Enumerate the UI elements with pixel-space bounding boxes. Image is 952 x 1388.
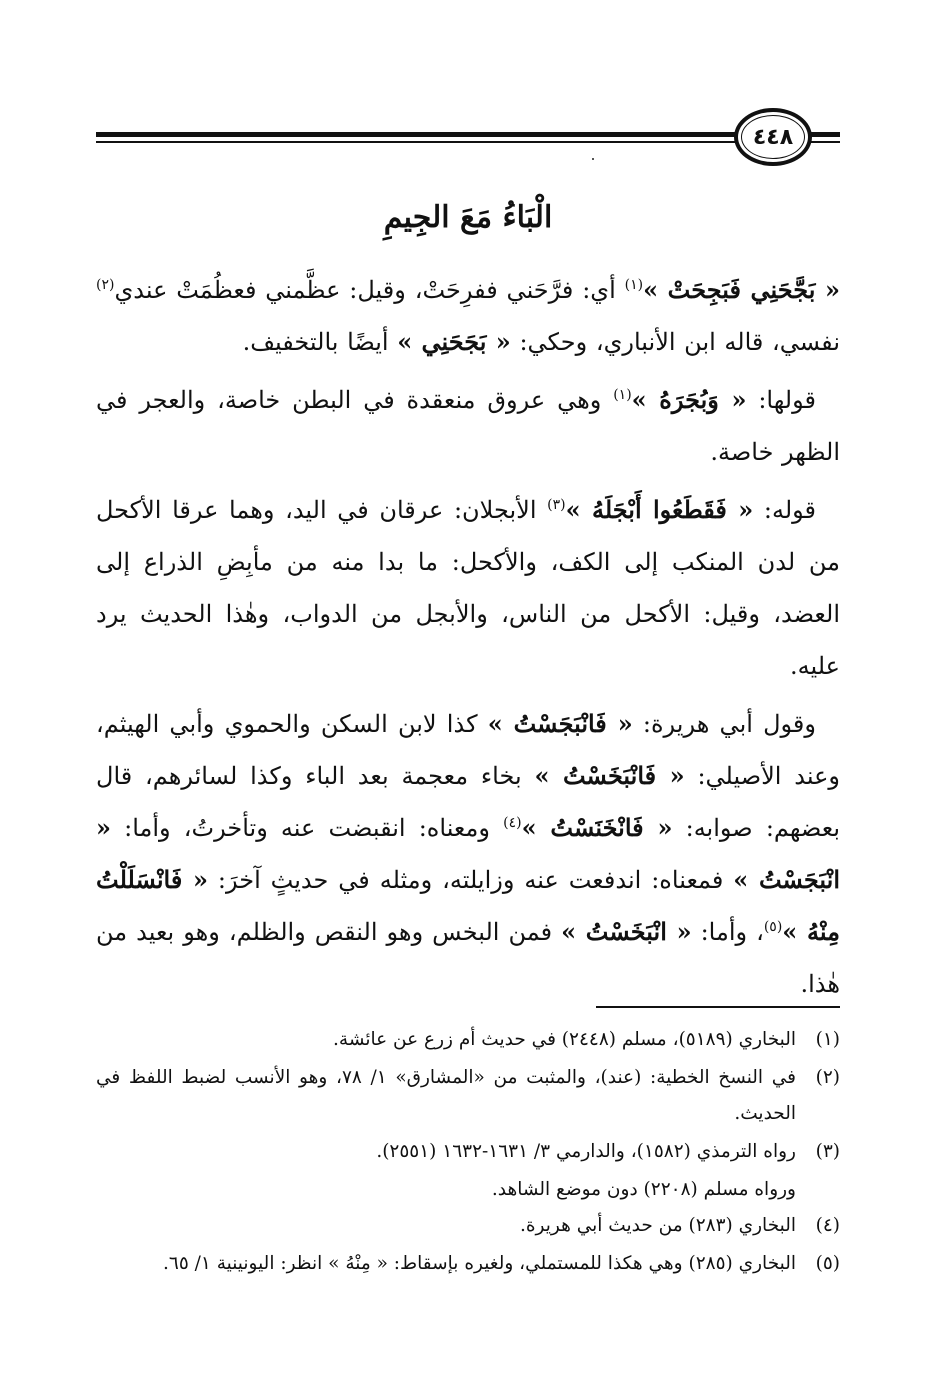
- paragraph-text: فمن البخس وهو النقص والظلم، وهو بعيد من هٰذا.: [96, 918, 840, 998]
- header-rule-right-thin: [810, 141, 840, 143]
- footnote-ref: (٢): [96, 277, 115, 293]
- paragraph-text: بخاء معجمة بعد الباء وكذا لسائرهم، قال بعضهم: صوابه:: [96, 762, 841, 842]
- section-title: الْبَاءُ مَعَ الجِيمِ: [383, 200, 553, 235]
- footnote-number: (٥): [815, 1253, 840, 1274]
- footnote-number: (٢): [815, 1067, 840, 1088]
- paragraph-text: ، وأما:: [691, 918, 764, 946]
- quoted-term: « بَجَّحَنِي فَبَجِحَتْ »: [643, 275, 840, 304]
- paragraph-text: أي: فرَّحَني ففرِحَتْ، وقيل: عظَّمني فعظُمَتْ عندي: [114, 276, 625, 304]
- paragraph-text: فمعناه: اندفعت عنه وزايلته، ومثله في حديثٍ آخرَ:: [208, 866, 734, 894]
- footnote-continuation: ورواه مسلم (٢٢٠٨) دون موضع الشاهد.: [491, 1179, 796, 1200]
- quoted-term: « فَانْخَنَسْتُ »: [521, 813, 673, 842]
- quoted-term: « انْبَخَسْتُ »: [561, 917, 692, 946]
- footnote-number: (٣): [815, 1141, 840, 1162]
- footnotes: [96, 1022, 840, 1284]
- footnote-text: البخاري (٥١٨٩)، مسلم (٢٤٤٨) في حديث أم زرع عن عائشة.: [333, 1029, 796, 1050]
- footnote-ref: (١): [624, 277, 644, 293]
- quoted-term: « وَبُجَرَهُ »: [631, 385, 747, 414]
- footnote-ref: (٤): [503, 815, 522, 831]
- paragraph-text: كذا لابن السكن والحموي وأبي الهيثم، وعند الأصيلي:: [96, 710, 840, 790]
- footnote-item: [96, 1134, 840, 1170]
- main-text: [96, 190, 840, 1016]
- paragraph-text: نفسي، قاله ابن الأنباري، وحكي:: [510, 328, 840, 356]
- quoted-term: « فَانْبَخَسْتُ »: [534, 761, 685, 790]
- footnote-number: (٤): [815, 1215, 840, 1236]
- page-number: ٤٤٨: [741, 115, 805, 159]
- footnote-ref: (٥): [763, 919, 783, 935]
- header-rule-thick: [96, 132, 736, 137]
- footnote-text: رواه الترمذي (١٥٨٢)، والدارمي ٣/ ١٦٣١-١٦٣٢ (٢٥٥١).: [376, 1141, 796, 1162]
- paragraph-text: الأبجلان: عرقان في اليد، وهما عرقا الأكحل من لدن المنكب إلى الكف، والأكحل: ما بدا منه من مأبِضِ الذراع إلى العضد، وقيل: الأكحل من الناس، والأبجل من الدواب، وهٰذا الحديث يرد عليه.: [96, 496, 840, 680]
- paragraph-text: أيضًا بالتخفيف.: [242, 328, 398, 356]
- quoted-term: « انْبَجَسْتُ »: [96, 813, 841, 894]
- quoted-term: « بَجَحَنِي »: [397, 327, 511, 356]
- quoted-term: « فَانْبَجَسْتُ »: [487, 709, 633, 738]
- paragraph-text: وقول أبي هريرة:: [632, 710, 816, 738]
- paragraph-2: [96, 374, 840, 478]
- quoted-term: « فَقَطَعُوا أَبْجَلَهُ »: [565, 495, 754, 524]
- header-rule-thin: [96, 141, 736, 143]
- footnote-item: [96, 1060, 840, 1132]
- footnote-number: (١): [815, 1029, 840, 1050]
- page-header: [0, 108, 952, 188]
- page-number-medallion: [734, 108, 812, 166]
- paragraph-text: قوله:: [753, 496, 817, 524]
- footnote-item: [96, 1208, 840, 1244]
- paragraph-3: [96, 484, 840, 692]
- paragraph-text: قولها:: [746, 386, 816, 414]
- footnote-ref: (٣): [547, 497, 566, 513]
- paragraph-text: ومعناه: انقبضت عنه وتأخرتُ، وأما:: [111, 814, 504, 842]
- footnote-text: في النسخ الخطية: (عند)، والمثبت من «المشارق» ١/ ٧٨، وهو الأنسب لضبط اللفظ في الحديث.: [96, 1067, 796, 1124]
- footnote-text: البخاري (٢٨٥) وهي هكذا للمستملي، ولغيره بإسقاط: « مِنْهُ » انظر: اليونينية ١/ ٦٥.: [163, 1253, 796, 1274]
- paragraph-4: [96, 698, 840, 1010]
- quoted-term: « فَانْسَلَلْتُ مِنْهُ »: [96, 865, 840, 946]
- paragraph-1: [96, 264, 840, 368]
- paragraph-text: وهي عروق منعقدة في البطن خاصة، والعجر في الظهر خاصة.: [96, 386, 840, 466]
- footnote-item: [96, 1022, 840, 1058]
- footnote-item: [96, 1246, 840, 1282]
- footnote-ref: (١): [613, 387, 632, 403]
- print-speck: [592, 158, 594, 160]
- footnote-separator: [596, 1006, 840, 1008]
- footnote-text: البخاري (٢٨٣) من حديث أبي هريرة.: [519, 1215, 796, 1236]
- header-rule-right-thick: [810, 132, 840, 137]
